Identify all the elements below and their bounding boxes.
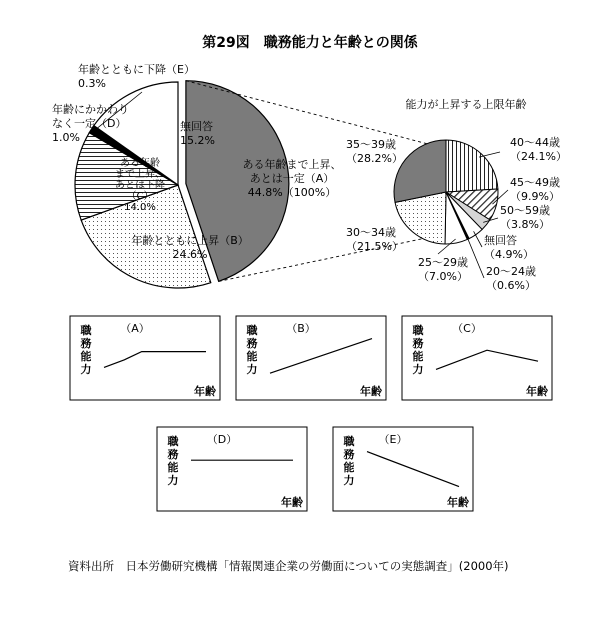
panel-ylabel-char: 能 [343, 461, 355, 474]
right-pie-label-3539-line: 35～39歳 [346, 138, 396, 151]
main-pie-label-d-line: 年齢にかかわり [52, 103, 129, 116]
line-panels [70, 316, 552, 511]
right-pie-label-4549 [510, 175, 560, 203]
right-pie-label-2529 [418, 255, 468, 283]
panel-ylabel-char: 能 [167, 461, 179, 474]
main-pie-label-a-line: あとは一定（A） [249, 172, 335, 185]
panel-label: （E） [378, 433, 408, 446]
right-pie-label-3034-line: （21.5%） [346, 240, 403, 253]
right-pie-label-3539 [346, 137, 403, 165]
right-pie-label-4044-line: 40～44歳 [510, 136, 560, 149]
right-pie-label-4549-line: 45～49歳 [510, 176, 560, 189]
panel-ylabel-char: 務 [343, 448, 355, 461]
right-pie-title: 能力が上昇する上限年齢 [405, 98, 527, 111]
panel-ylabel-char: 力 [167, 474, 179, 487]
right-pie-label-3034 [346, 225, 403, 253]
panel-ylabel [80, 323, 92, 376]
panel-ylabel [167, 434, 179, 487]
main-pie-label-c-line: あとは下降 [115, 180, 165, 191]
main-pie-label-a-line: 44.8%（100%） [247, 186, 337, 199]
main-pie-label-c-line: ある年齢 [120, 158, 160, 169]
panel-xlabel: 年齢 [447, 496, 469, 509]
panel-ylabel-char: 務 [167, 448, 179, 461]
right-pie-label-4044 [510, 135, 567, 163]
panel-xlabel: 年齢 [526, 385, 548, 398]
figure-title: 第29図 職務能力と年齢との関係 [202, 35, 418, 51]
right-pie-label-na [484, 233, 534, 261]
panel-label: （B） [286, 322, 316, 335]
panel-ylabel-char: 職 [167, 435, 179, 448]
main-pie-label-a [243, 157, 342, 199]
main-pie-label-b-line: 年齢とともに上昇（B） [131, 234, 249, 247]
panel-ylabel-char: 力 [80, 363, 92, 376]
right-pie-label-2024-line: （0.6%） [486, 279, 536, 292]
right-pie-slice-40-44 [446, 140, 498, 192]
panel-a [70, 316, 220, 400]
panel-c [402, 316, 552, 400]
main-pie-label-e-line: 0.3% [78, 77, 106, 90]
right-pie [394, 140, 498, 244]
panel-ylabel [343, 434, 355, 487]
panel-ylabel-char: 力 [246, 363, 258, 376]
main-pie-label-e-line: 年齢とともに下降（E） [78, 63, 195, 76]
panel-d [157, 427, 307, 511]
main-pie-label-b-line: 24.6% [172, 248, 208, 261]
panel-xlabel: 年齢 [281, 496, 303, 509]
main-pie-label-d-line: 1.0% [52, 131, 80, 144]
main-pie-label-c-line: 14.0% [124, 202, 156, 213]
panel-ylabel-char: 務 [246, 337, 258, 350]
right-pie-label-2024 [486, 264, 536, 292]
main-pie-label-a-line: ある年齢まで上昇、 [242, 158, 342, 171]
panel-ylabel [246, 323, 258, 376]
panel-label: （D） [206, 433, 238, 446]
panel-ylabel [412, 323, 424, 376]
source-note: 資料出所 日本労働研究機構「情報関連企業の労働面についての実態調査」(2000年) [68, 559, 509, 573]
panel-label: （C） [452, 322, 482, 335]
panel-ylabel-char: 務 [80, 337, 92, 350]
right-pie-label-5059 [500, 203, 550, 231]
panel-ylabel-char: 能 [80, 350, 92, 363]
right-leader-2024 [466, 235, 484, 278]
right-pie-label-na-line: 無回答 [484, 234, 517, 247]
right-pie-label-2529-line: （7.0%） [418, 270, 468, 283]
panel-ylabel-char: 職 [246, 324, 258, 337]
right-pie-label-5059-line: 50～59歳 [500, 204, 550, 217]
main-pie-label-d-line: なく一定（D） [52, 117, 127, 130]
main-pie-label-n-line: 15.2% [180, 134, 215, 147]
right-pie-label-4549-line: （9.9%） [510, 190, 560, 203]
right-pie-label-3539-line: （28.2%） [346, 152, 403, 165]
right-pie-label-2024-line: 20～24歳 [486, 265, 536, 278]
panel-xlabel: 年齢 [194, 385, 216, 398]
panel-xlabel: 年齢 [360, 385, 382, 398]
right-pie-label-na-line: （4.9%） [484, 248, 534, 261]
panel-b [236, 316, 386, 400]
panel-e [333, 427, 473, 511]
right-pie-label-5059-line: （3.8%） [500, 218, 550, 231]
right-pie-label-2529-line: 25～29歳 [418, 256, 468, 269]
panel-ylabel-char: 力 [412, 363, 424, 376]
panel-ylabel-char: 力 [343, 474, 355, 487]
panel-ylabel-char: 職 [343, 435, 355, 448]
right-pie-slice-35-39 [394, 140, 446, 202]
panel-ylabel-char: 能 [412, 350, 424, 363]
panel-ylabel-char: 能 [246, 350, 258, 363]
main-pie-label-c-line: （C） [126, 191, 154, 202]
right-pie-label-4044-line: （24.1%） [510, 150, 567, 163]
panel-ylabel-char: 職 [412, 324, 424, 337]
panel-ylabel-char: 務 [412, 337, 424, 350]
panel-ylabel-char: 職 [80, 324, 92, 337]
panel-label: （A） [120, 322, 150, 335]
main-pie-label-c-line: まで上昇、 [115, 169, 165, 180]
main-pie-label-n-line: 無回答 [180, 120, 213, 133]
right-pie-label-3034-line: 30～34歳 [346, 226, 396, 239]
